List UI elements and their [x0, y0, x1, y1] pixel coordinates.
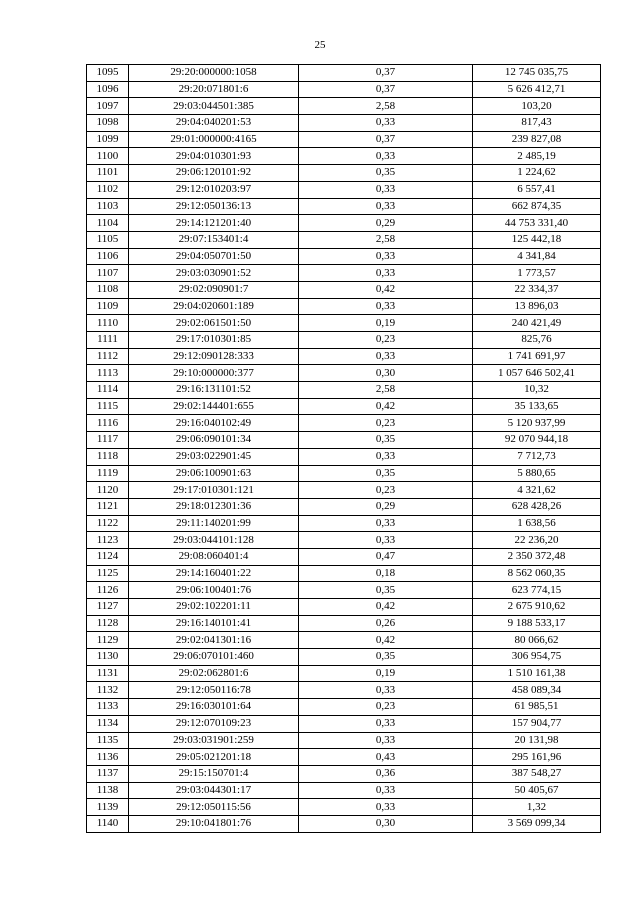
- amount-cell: 8 562 060,35: [473, 565, 601, 582]
- rate-cell: 2,58: [299, 382, 473, 399]
- amount-cell: 50 405,67: [473, 782, 601, 799]
- amount-cell: 5 120 937,99: [473, 415, 601, 432]
- cadastral-number-cell: 29:03:022901:45: [129, 448, 299, 465]
- amount-cell: 6 557,41: [473, 181, 601, 198]
- cadastral-number-cell: 29:12:090128:333: [129, 348, 299, 365]
- amount-cell: 92 070 944,18: [473, 432, 601, 449]
- cadastral-number-cell: 29:15:150701:4: [129, 765, 299, 782]
- page-number: 25: [314, 39, 326, 51]
- cadastral-number-cell: 29:11:140201:99: [129, 515, 299, 532]
- amount-cell: 458 089,34: [473, 682, 601, 699]
- cadastral-number-cell: 29:02:090901:7: [129, 281, 299, 298]
- rate-cell: 0,30: [299, 815, 473, 832]
- amount-cell: 61 985,51: [473, 699, 601, 716]
- cadastral-number-cell: 29:16:030101:64: [129, 699, 299, 716]
- table-row: [87, 198, 601, 215]
- cadastral-number-cell: 29:03:044501:385: [129, 98, 299, 115]
- cadastral-number-cell: 29:02:144401:655: [129, 398, 299, 415]
- amount-cell: 4 341,84: [473, 248, 601, 265]
- table-row: [87, 482, 601, 499]
- row-number-cell: 1103: [87, 198, 129, 215]
- row-number-cell: 1117: [87, 432, 129, 449]
- amount-cell: 1 510 161,38: [473, 665, 601, 682]
- row-number-cell: 1124: [87, 548, 129, 565]
- cadastral-number-cell: 29:02:102201:11: [129, 599, 299, 616]
- row-number-cell: 1112: [87, 348, 129, 365]
- row-number-cell: 1119: [87, 465, 129, 482]
- rate-cell: 0,35: [299, 465, 473, 482]
- row-number-cell: 1100: [87, 148, 129, 165]
- amount-cell: 7 712,73: [473, 448, 601, 465]
- row-number-cell: 1122: [87, 515, 129, 532]
- rate-cell: 0,23: [299, 699, 473, 716]
- cadastral-number-cell: 29:14:121201:40: [129, 215, 299, 232]
- table-row: [87, 732, 601, 749]
- amount-cell: 628 428,26: [473, 498, 601, 515]
- table-row: [87, 448, 601, 465]
- row-number-cell: 1115: [87, 398, 129, 415]
- row-number-cell: 1135: [87, 732, 129, 749]
- amount-cell: 80 066,62: [473, 632, 601, 649]
- table-row: [87, 382, 601, 399]
- rate-cell: 0,35: [299, 165, 473, 182]
- amount-cell: 1,32: [473, 799, 601, 816]
- row-number-cell: 1125: [87, 565, 129, 582]
- rate-cell: 0,36: [299, 765, 473, 782]
- row-number-cell: 1140: [87, 815, 129, 832]
- row-number-cell: 1131: [87, 665, 129, 682]
- rate-cell: 0,33: [299, 448, 473, 465]
- rate-cell: 0,35: [299, 432, 473, 449]
- row-number-cell: 1139: [87, 799, 129, 816]
- table-body: [87, 65, 601, 833]
- row-number-cell: 1101: [87, 165, 129, 182]
- table-row: [87, 749, 601, 766]
- table-row: [87, 148, 601, 165]
- amount-cell: 157 904,77: [473, 715, 601, 732]
- rate-cell: 2,58: [299, 98, 473, 115]
- cadastral-number-cell: 29:14:160401:22: [129, 565, 299, 582]
- row-number-cell: 1123: [87, 532, 129, 549]
- rate-cell: 0,33: [299, 515, 473, 532]
- cadastral-number-cell: 29:17:010301:85: [129, 332, 299, 349]
- rate-cell: 0,33: [299, 799, 473, 816]
- cadastral-number-cell: 29:01:000000:4165: [129, 131, 299, 148]
- data-table: [86, 64, 601, 833]
- rate-cell: 0,33: [299, 298, 473, 315]
- rate-cell: 0,33: [299, 532, 473, 549]
- table-row: [87, 165, 601, 182]
- table-row: [87, 498, 601, 515]
- rate-cell: 0,35: [299, 582, 473, 599]
- rate-cell: 0,47: [299, 548, 473, 565]
- cadastral-number-cell: 29:12:050116:78: [129, 682, 299, 699]
- row-number-cell: 1106: [87, 248, 129, 265]
- amount-cell: 306 954,75: [473, 649, 601, 666]
- amount-cell: 2 675 910,62: [473, 599, 601, 616]
- row-number-cell: 1132: [87, 682, 129, 699]
- cadastral-number-cell: 29:17:010301:121: [129, 482, 299, 499]
- table-row: [87, 515, 601, 532]
- rate-cell: 0,26: [299, 615, 473, 632]
- row-number-cell: 1127: [87, 599, 129, 616]
- row-number-cell: 1113: [87, 365, 129, 382]
- table-row: [87, 665, 601, 682]
- cadastral-number-cell: 29:20:000000:1058: [129, 65, 299, 82]
- cadastral-number-cell: 29:06:090101:34: [129, 432, 299, 449]
- amount-cell: 103,20: [473, 98, 601, 115]
- cadastral-number-cell: 29:06:100401:76: [129, 582, 299, 599]
- table-row: [87, 231, 601, 248]
- cadastral-number-cell: 29:12:050136:13: [129, 198, 299, 215]
- amount-cell: 2 485,19: [473, 148, 601, 165]
- table-row: [87, 332, 601, 349]
- amount-cell: 1 638,56: [473, 515, 601, 532]
- rate-cell: 0,33: [299, 732, 473, 749]
- amount-cell: 825,76: [473, 332, 601, 349]
- row-number-cell: 1120: [87, 482, 129, 499]
- rate-cell: 0,42: [299, 632, 473, 649]
- cadastral-number-cell: 29:03:044301:17: [129, 782, 299, 799]
- rate-cell: 0,42: [299, 599, 473, 616]
- row-number-cell: 1104: [87, 215, 129, 232]
- cadastral-number-cell: 29:04:050701:50: [129, 248, 299, 265]
- cadastral-number-cell: 29:04:010301:93: [129, 148, 299, 165]
- cadastral-number-cell: 29:08:060401:4: [129, 548, 299, 565]
- rate-cell: 0,42: [299, 398, 473, 415]
- table-row: [87, 365, 601, 382]
- rate-cell: 0,33: [299, 348, 473, 365]
- row-number-cell: 1108: [87, 281, 129, 298]
- cadastral-number-cell: 29:05:021201:18: [129, 749, 299, 766]
- rate-cell: 0,35: [299, 649, 473, 666]
- table-row: [87, 548, 601, 565]
- table-row: [87, 248, 601, 265]
- cadastral-number-cell: 29:10:000000:377: [129, 365, 299, 382]
- table-row: [87, 281, 601, 298]
- cadastral-number-cell: 29:02:062801:6: [129, 665, 299, 682]
- table-row: [87, 348, 601, 365]
- table-row: [87, 432, 601, 449]
- rate-cell: 2,58: [299, 231, 473, 248]
- table-row: [87, 782, 601, 799]
- rate-cell: 0,18: [299, 565, 473, 582]
- table-row: [87, 715, 601, 732]
- table-row: [87, 265, 601, 282]
- row-number-cell: 1129: [87, 632, 129, 649]
- cadastral-number-cell: 29:06:070101:460: [129, 649, 299, 666]
- row-number-cell: 1133: [87, 699, 129, 716]
- cadastral-number-cell: 29:06:120101:92: [129, 165, 299, 182]
- table-row: [87, 582, 601, 599]
- amount-cell: 20 131,98: [473, 732, 601, 749]
- row-number-cell: 1137: [87, 765, 129, 782]
- cadastral-number-cell: 29:16:140101:41: [129, 615, 299, 632]
- cadastral-number-cell: 29:16:131101:52: [129, 382, 299, 399]
- cadastral-number-cell: 29:12:050115:56: [129, 799, 299, 816]
- row-number-cell: 1109: [87, 298, 129, 315]
- table-row: [87, 599, 601, 616]
- row-number-cell: 1128: [87, 615, 129, 632]
- row-number-cell: 1105: [87, 231, 129, 248]
- row-number-cell: 1118: [87, 448, 129, 465]
- row-number-cell: 1098: [87, 115, 129, 132]
- cadastral-number-cell: 29:12:010203:97: [129, 181, 299, 198]
- rate-cell: 0,33: [299, 115, 473, 132]
- cadastral-number-cell: 29:04:040201:53: [129, 115, 299, 132]
- row-number-cell: 1130: [87, 649, 129, 666]
- row-number-cell: 1107: [87, 265, 129, 282]
- rate-cell: 0,33: [299, 715, 473, 732]
- table-row: [87, 765, 601, 782]
- rate-cell: 0,37: [299, 81, 473, 98]
- amount-cell: 2 350 372,48: [473, 548, 601, 565]
- rate-cell: 0,33: [299, 148, 473, 165]
- rate-cell: 0,37: [299, 65, 473, 82]
- rate-cell: 0,33: [299, 682, 473, 699]
- table-row: [87, 532, 601, 549]
- amount-cell: 1 741 691,97: [473, 348, 601, 365]
- rate-cell: 0,30: [299, 365, 473, 382]
- cadastral-number-cell: 29:12:070109:23: [129, 715, 299, 732]
- amount-cell: 239 827,08: [473, 131, 601, 148]
- table-row: [87, 615, 601, 632]
- row-number-cell: 1099: [87, 131, 129, 148]
- row-number-cell: 1095: [87, 65, 129, 82]
- rate-cell: 0,33: [299, 782, 473, 799]
- amount-cell: 1 057 646 502,41: [473, 365, 601, 382]
- row-number-cell: 1126: [87, 582, 129, 599]
- table-row: [87, 398, 601, 415]
- table-row: [87, 115, 601, 132]
- table-row: [87, 415, 601, 432]
- table-row: [87, 799, 601, 816]
- amount-cell: 3 569 099,34: [473, 815, 601, 832]
- row-number-cell: 1116: [87, 415, 129, 432]
- cadastral-number-cell: 29:02:041301:16: [129, 632, 299, 649]
- table-row: [87, 181, 601, 198]
- row-number-cell: 1110: [87, 315, 129, 332]
- rate-cell: 0,43: [299, 749, 473, 766]
- row-number-cell: 1121: [87, 498, 129, 515]
- table-row: [87, 315, 601, 332]
- cadastral-number-cell: 29:20:071801:6: [129, 81, 299, 98]
- table-row: [87, 682, 601, 699]
- rate-cell: 0,23: [299, 415, 473, 432]
- rate-cell: 0,29: [299, 215, 473, 232]
- cadastral-number-cell: 29:03:031901:259: [129, 732, 299, 749]
- amount-cell: 22 334,37: [473, 281, 601, 298]
- rate-cell: 0,23: [299, 482, 473, 499]
- row-number-cell: 1096: [87, 81, 129, 98]
- table-row: [87, 215, 601, 232]
- cadastral-number-cell: 29:07:153401:4: [129, 231, 299, 248]
- amount-cell: 22 236,20: [473, 532, 601, 549]
- amount-cell: 13 896,03: [473, 298, 601, 315]
- rate-cell: 0,19: [299, 665, 473, 682]
- amount-cell: 12 745 035,75: [473, 65, 601, 82]
- amount-cell: 240 421,49: [473, 315, 601, 332]
- cadastral-number-cell: 29:02:061501:50: [129, 315, 299, 332]
- row-number-cell: 1138: [87, 782, 129, 799]
- amount-cell: 10,32: [473, 382, 601, 399]
- row-number-cell: 1097: [87, 98, 129, 115]
- table-row: [87, 699, 601, 716]
- table-row: [87, 649, 601, 666]
- amount-cell: 295 161,96: [473, 749, 601, 766]
- table-row: [87, 298, 601, 315]
- row-number-cell: 1111: [87, 332, 129, 349]
- cadastral-number-cell: 29:16:040102:49: [129, 415, 299, 432]
- table-row: [87, 465, 601, 482]
- row-number-cell: 1134: [87, 715, 129, 732]
- table-row: [87, 65, 601, 82]
- amount-cell: 4 321,62: [473, 482, 601, 499]
- rate-cell: 0,23: [299, 332, 473, 349]
- amount-cell: 44 753 331,40: [473, 215, 601, 232]
- cadastral-number-cell: 29:18:012301:36: [129, 498, 299, 515]
- amount-cell: 1 224,62: [473, 165, 601, 182]
- amount-cell: 5 626 412,71: [473, 81, 601, 98]
- amount-cell: 5 880,65: [473, 465, 601, 482]
- table-row: [87, 131, 601, 148]
- table-row: [87, 632, 601, 649]
- rate-cell: 0,42: [299, 281, 473, 298]
- amount-cell: 817,43: [473, 115, 601, 132]
- amount-cell: 9 188 533,17: [473, 615, 601, 632]
- table-row: [87, 815, 601, 832]
- rate-cell: 0,33: [299, 248, 473, 265]
- amount-cell: 387 548,27: [473, 765, 601, 782]
- row-number-cell: 1114: [87, 382, 129, 399]
- rate-cell: 0,29: [299, 498, 473, 515]
- cadastral-number-cell: 29:03:030901:52: [129, 265, 299, 282]
- cadastral-number-cell: 29:03:044101:128: [129, 532, 299, 549]
- row-number-cell: 1136: [87, 749, 129, 766]
- rate-cell: 0,33: [299, 181, 473, 198]
- rate-cell: 0,33: [299, 198, 473, 215]
- rate-cell: 0,33: [299, 265, 473, 282]
- rate-cell: 0,37: [299, 131, 473, 148]
- cadastral-number-cell: 29:06:100901:63: [129, 465, 299, 482]
- amount-cell: 35 133,65: [473, 398, 601, 415]
- amount-cell: 1 773,57: [473, 265, 601, 282]
- table-row: [87, 565, 601, 582]
- table-row: [87, 98, 601, 115]
- amount-cell: 125 442,18: [473, 231, 601, 248]
- table-row: [87, 81, 601, 98]
- rate-cell: 0,19: [299, 315, 473, 332]
- cadastral-number-cell: 29:10:041801:76: [129, 815, 299, 832]
- amount-cell: 623 774,15: [473, 582, 601, 599]
- amount-cell: 662 874,35: [473, 198, 601, 215]
- row-number-cell: 1102: [87, 181, 129, 198]
- cadastral-number-cell: 29:04:020601:189: [129, 298, 299, 315]
